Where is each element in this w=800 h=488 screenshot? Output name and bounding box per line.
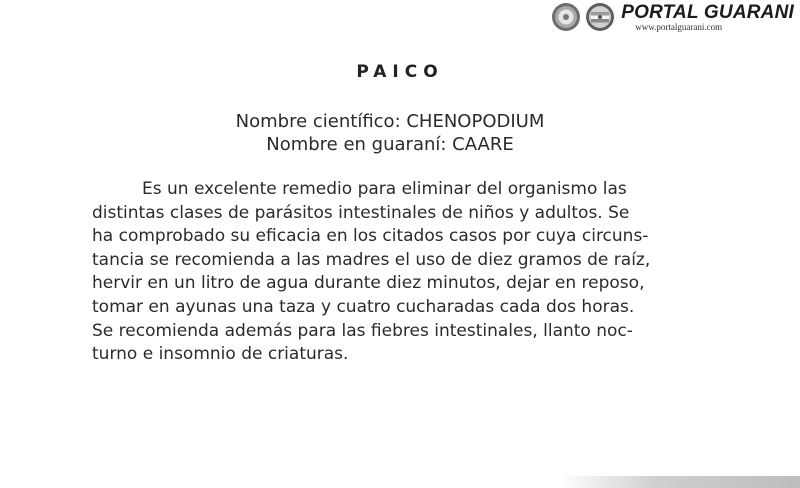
guarani-name: Nombre en guaraní: CAARE (266, 134, 514, 155)
body-line: tancia se recomienda a las madres el uso de diez gramos de raíz, (92, 249, 651, 270)
portal-guarani-logo (551, 2, 794, 32)
body-line: distintas clases de parásitos intestinales de niños y adultos. Se (92, 202, 630, 223)
seal-icon (551, 2, 581, 32)
scientific-name: Nombre científico: CHENOPODIUM (235, 111, 545, 132)
scan-edge-shadow (560, 476, 800, 488)
body-line: Se recomienda además para las fiebres intestinales, llanto noc- (92, 320, 633, 341)
body-line: turno e insomnio de criaturas. (92, 344, 349, 365)
body-paragraph (92, 178, 712, 367)
body-line: hervir en un litro de agua durante diez minutos, dejar en reposo, (92, 273, 645, 294)
watermark-url: www.portalguarani.com (635, 21, 723, 32)
body-line: ha comprobado su eficacia en los citados casos por cuya circuns- (92, 226, 649, 247)
document-title: PAICO (356, 62, 444, 82)
body-line: Es un excelente remedio para eliminar del organismo las (142, 179, 627, 199)
watermark-title: PORTAL GUARANI (621, 1, 794, 23)
flag-seal-icon (585, 2, 615, 32)
body-line: tomar en ayunas una taza y cuatro cucharadas cada dos horas. (92, 296, 635, 317)
